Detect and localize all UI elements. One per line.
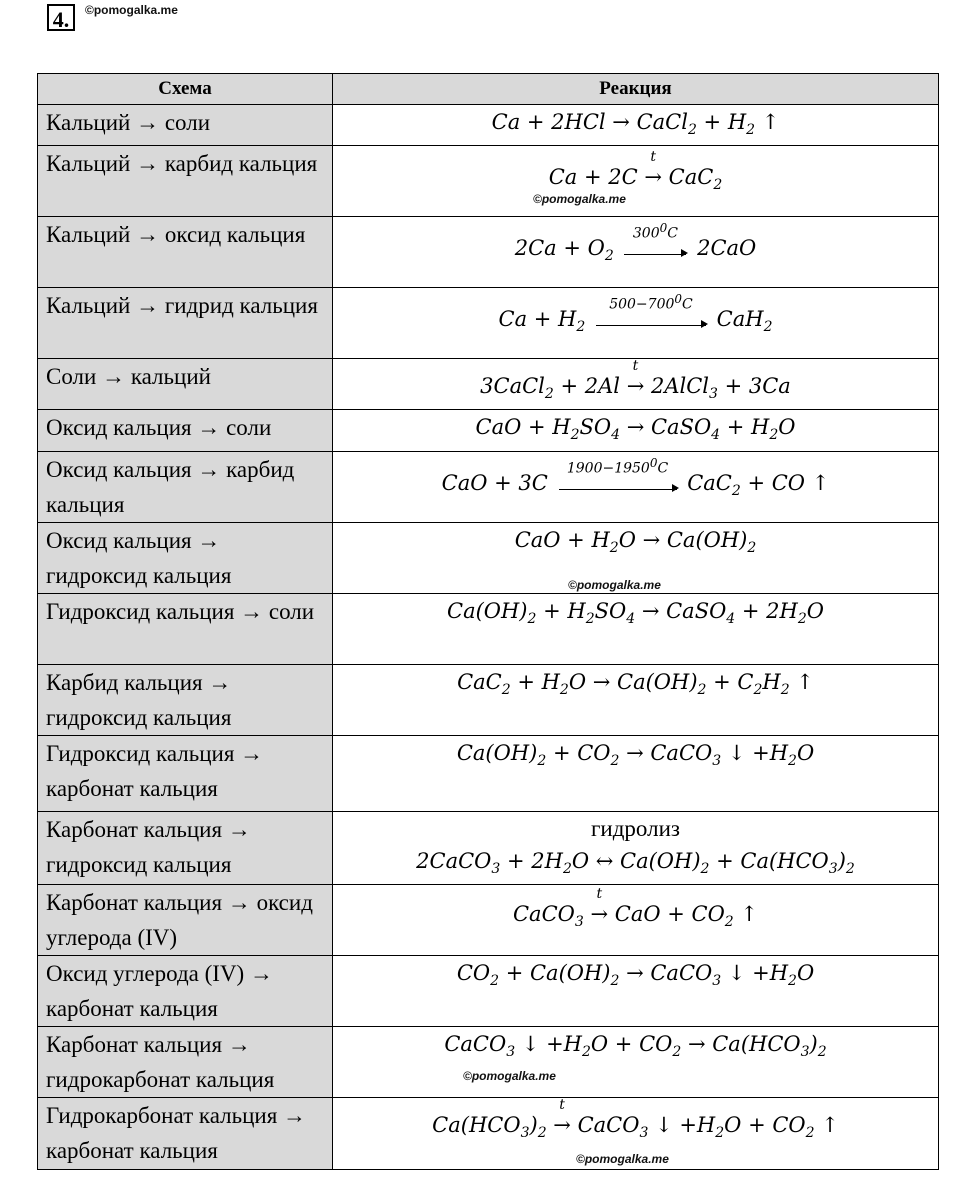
reaction-equation: $Ca(OH)_2 + CO_2$ → CaCO$_3$ ↓ $+H_2O$ xyxy=(456,740,815,769)
scheme-cell: Кальций → оксид кальция xyxy=(38,217,333,288)
reaction-cell xyxy=(333,217,939,288)
reaction-cell xyxy=(333,1097,939,1169)
reaction-equation: CaCO$_3$ ↓ $+H_2O + CO_2 \to Ca(HCO_3)_2$ xyxy=(444,1031,827,1060)
table-row xyxy=(38,217,939,288)
reaction-equation: $Ca + H_2$ $500-700^0C$ CaH$_2$ xyxy=(498,292,773,336)
reaction-label: гидролиз xyxy=(590,815,680,841)
reaction-cell xyxy=(333,410,939,451)
reaction-cell xyxy=(333,593,939,664)
reaction-equation: $CaC_2 + H_2O \to Ca(OH)_2 + C_2H_2$ ↑ xyxy=(457,669,814,698)
task-number: 4. xyxy=(47,4,75,31)
scheme-cell: Гидроксид кальция → соли xyxy=(38,593,333,664)
reaction-equation: CaCO$_3$ → t CaO + $CO_2$ ↑ xyxy=(512,885,758,930)
reaction-equation: $Ca(OH)_2 + H_2SO_4$ → CaSO$_4$ + $2H_2O$ xyxy=(447,598,824,627)
table-row xyxy=(38,146,939,217)
watermark: ©pomogalka.me xyxy=(463,1068,556,1083)
reaction-cell xyxy=(333,146,939,217)
table-row xyxy=(38,955,939,1026)
reaction-cell xyxy=(333,664,939,735)
table-row xyxy=(38,451,939,522)
table-row xyxy=(38,288,939,359)
reaction-equation: CaO + $H_2SO_4$ → CaSO$_4$ + $H_2O$ xyxy=(475,415,796,444)
table-row xyxy=(38,735,939,811)
reaction-equation: 3CaCl$_2$ + 2Al → t 2AlCl$_3$ + 3Ca xyxy=(480,358,791,403)
reaction-cell xyxy=(333,811,939,884)
reaction-equation: $Ca(HCO_3)_2$ → t CaCO$_3$ ↓ $+H_2O + CO_2$ ↑ xyxy=(432,1096,839,1141)
table-row xyxy=(38,664,939,735)
watermark: ©pomogalka.me xyxy=(85,3,178,17)
table-row xyxy=(38,811,939,884)
reactions-table xyxy=(37,73,939,1170)
table-row xyxy=(38,105,939,146)
scheme-cell: Оксид кальция → гидроксид кальция xyxy=(38,522,333,593)
reaction-equation: Ca + 2HCl → CaCl$_2$ + $H_2$ ↑ xyxy=(491,110,780,139)
scheme-cell: Гидрокарбонат кальция → карбонат кальция xyxy=(38,1097,333,1169)
table-row xyxy=(38,884,939,955)
scheme-cell: Оксид кальция → соли xyxy=(38,410,333,451)
scheme-cell: Соли → кальций xyxy=(38,359,333,410)
table-row xyxy=(38,593,939,664)
reaction-cell xyxy=(333,522,939,593)
reaction-cell xyxy=(333,288,939,359)
table-header-row xyxy=(38,74,939,105)
scheme-cell: Кальций → карбид кальция xyxy=(38,146,333,217)
scheme-cell: Гидроксид кальция → карбонат кальция xyxy=(38,735,333,811)
reaction-cell xyxy=(333,884,939,955)
watermark: ©pomogalka.me xyxy=(533,192,626,207)
reaction-cell xyxy=(333,955,939,1026)
scheme-cell: Кальций → гидрид кальция xyxy=(38,288,333,359)
watermark: ©pomogalka.me xyxy=(576,1151,669,1166)
table-row xyxy=(38,522,939,593)
table-row xyxy=(38,1026,939,1097)
column-header-reaction: Реакция xyxy=(333,74,939,105)
table-row xyxy=(38,1097,939,1169)
scheme-cell: Карбонат кальция → оксид углерода (IV) xyxy=(38,884,333,955)
column-header-scheme: Схема xyxy=(38,74,333,105)
scheme-cell: Кальций → соли xyxy=(38,105,333,146)
scheme-cell: Карбид кальция → гидроксид кальция xyxy=(38,664,333,735)
reaction-equation: CaO + $H_2O \to Ca(OH)_2$ xyxy=(514,527,757,556)
reaction-cell xyxy=(333,359,939,410)
table-row xyxy=(38,359,939,410)
table-row xyxy=(38,410,939,451)
reaction-equation: CaO + 3C $1900-1950^0C$ CaC$_2$ + CO ↑ xyxy=(441,455,830,499)
reaction-cell xyxy=(333,1026,939,1097)
reaction-equation: Ca + 2C → t CaC$_2$ xyxy=(548,149,723,194)
reaction-cell xyxy=(333,105,939,146)
reaction-equation: $CO_2 + Ca(OH)_2$ → CaCO$_3$ ↓ $+H_2O$ xyxy=(456,960,815,989)
scheme-cell: Карбонат кальция → гидроксид кальция xyxy=(38,811,333,884)
watermark: ©pomogalka.me xyxy=(568,577,661,592)
reaction-equation: 2CaCO$_3$ + $2H_2O$ ↔ $Ca(OH)_2 + Ca(HCO_3)_2$ xyxy=(416,848,855,877)
reaction-cell xyxy=(333,451,939,522)
scheme-cell: Карбонат кальция → гидрокарбонат кальция xyxy=(38,1026,333,1097)
scheme-cell: Оксид углерода (IV) → карбонат кальция xyxy=(38,955,333,1026)
scheme-cell: Оксид кальция → карбид кальция xyxy=(38,451,333,522)
reaction-cell xyxy=(333,735,939,811)
reaction-equation: $2Ca + O_2$ $300^0C$ 2CaO xyxy=(514,221,757,265)
